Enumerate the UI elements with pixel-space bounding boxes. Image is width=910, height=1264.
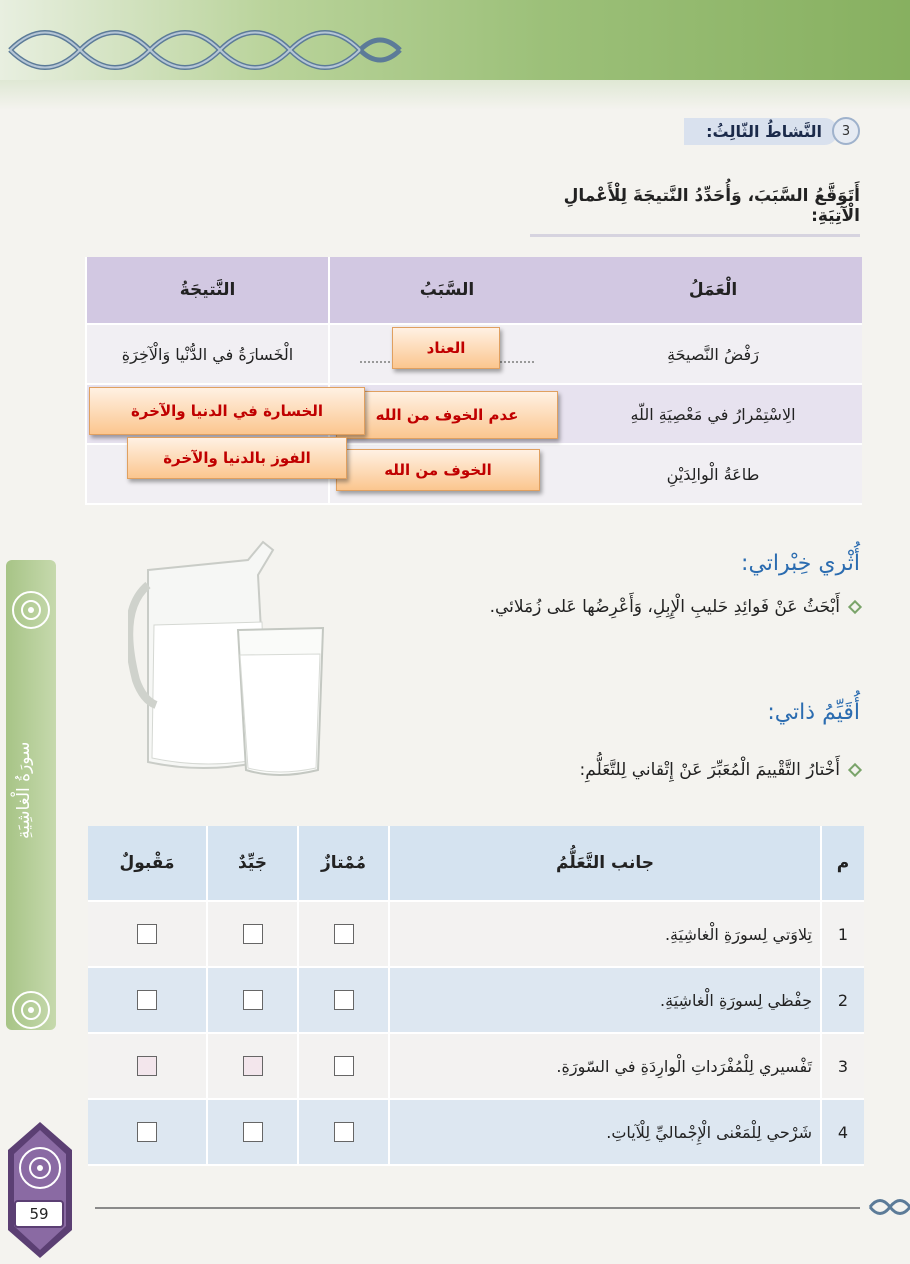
excellent-checkbox[interactable] [334,990,354,1010]
rating-cell [88,1100,206,1164]
self-eval-item [580,760,860,780]
header-num: م [820,826,864,900]
bullet-diamond-icon [848,600,862,614]
rating-cell [297,1034,388,1098]
rating-cell [88,1034,206,1098]
header-good: جَيِّدٌ [206,826,297,900]
action-cell: الِاسْتِمْرارُ في مَعْصِيَةِ اللّهِ [630,404,796,424]
result-cell: الْخَسارَةُ في الدُّنْيا وَالْآخِرَةِ [85,325,328,383]
action-cell: طاعَةُ الْوالِدَيْنِ [666,464,760,484]
activity-title: النَّشاطُ الثّالِثُ: [684,118,838,145]
cause-cell [328,445,564,503]
self-eval-heading: أُقَيِّمُ ذاتي: [767,700,860,725]
rating-cell [206,902,297,966]
rating-cell [206,968,297,1032]
result-cell [85,445,328,503]
table-row [85,325,862,385]
chain-ornament-icon [868,1192,910,1222]
table-row [88,902,864,968]
cause-cell [328,325,564,383]
bullet-diamond-icon [848,763,862,777]
header-cause: السَّبَبُ [328,257,564,323]
header-excellent: مُمْتازٌ [297,826,388,900]
rating-cell [297,1100,388,1164]
page-badge-ornament-icon [0,1120,90,1260]
row-number: 3 [820,1034,864,1098]
row-number: 1 [820,902,864,966]
acceptable-checkbox[interactable] [137,1122,157,1142]
rating-cell [88,902,206,966]
excellent-checkbox[interactable] [334,1122,354,1142]
rating-cell [297,968,388,1032]
activity-header [684,116,860,146]
experience-heading: أُثْري خِبْراتي: [741,551,860,576]
page-number: 59 [14,1200,64,1228]
good-checkbox[interactable] [243,1056,263,1076]
excellent-checkbox[interactable] [334,1056,354,1076]
surah-label: سورَةُ الْغاشِيَةِ [14,741,34,839]
table-row [88,1100,864,1166]
rating-cell [88,968,206,1032]
table-row [85,385,862,445]
answer-box: عدم الخوف من الله [336,391,558,439]
row-number: 4 [820,1100,864,1164]
acceptable-checkbox[interactable] [137,1056,157,1076]
header-result: النَّتيجَةُ [85,257,328,323]
good-checkbox[interactable] [243,990,263,1010]
table-row [88,1034,864,1100]
acceptable-checkbox[interactable] [137,924,157,944]
rosette-icon [8,980,54,1040]
answer-box: الخسارة في الدنيا والآخرة [89,387,365,435]
action-cell: رَفْضُ النَّصيحَةِ [667,344,759,364]
self-eval-text: أَخْتارُ التَّقْييمَ الْمُعَبِّرَ عَنْ إِتْقاني لِلتَّعَلُّمِ: [579,760,840,780]
activity-number: 3 [832,117,860,145]
instruction-text: أَتَوَقَّعُ السَّبَبَ، وَأُحَدِّدُ النَّتيجَةَ لِلْأَعْمالِ الْآتِيَةِ: [530,186,860,237]
acceptable-checkbox[interactable] [137,990,157,1010]
aspect-cell: حِفْظي لِسورَةِ الْغاشِيَةِ. [388,968,820,1032]
milk-jug-icon [128,530,328,780]
answer-box: الخوف من الله [336,449,540,491]
header-acceptable: مَقْبولٌ [119,853,175,873]
aspect-cell: تَفْسيري لِلْمُفْرَداتِ الْوارِدَةِ في السّورَةِ. [388,1034,820,1098]
aspect-cell: تِلاوَتي لِسورَةِ الْغاشِيَةِ. [388,902,820,966]
cause-result-table [85,257,862,505]
answer-box: الفوز بالدنيا والآخرة [127,437,347,479]
table-header-row [85,257,862,325]
chain-ornament-icon [0,10,420,90]
rating-cell [206,1034,297,1098]
good-checkbox[interactable] [243,924,263,944]
experience-item [490,597,860,617]
aspect-cell: شَرْحي لِلْمَعْنى الْإِجْماليِّ لِلْآياتِ. [388,1100,820,1164]
self-evaluation-table [88,826,864,1166]
result-cell [85,385,328,443]
good-checkbox[interactable] [243,1122,263,1142]
experience-text: أَبْحَثُ عَنْ فَوائِدِ حَليبِ الْإِبِلِ، وَأَعْرِضُها عَلى زُمَلائي. [489,597,840,617]
row-number: 2 [820,968,864,1032]
table-row [88,968,864,1034]
header-action: الْعَمَلُ [688,280,738,300]
rosette-icon [8,580,54,640]
table-row [85,445,862,505]
table-header-row [88,826,864,902]
header-aspect: جانب التَّعَلُّمُ [388,826,820,900]
footer-line [95,1207,860,1209]
excellent-checkbox[interactable] [334,924,354,944]
rating-cell [206,1100,297,1164]
rating-cell [297,902,388,966]
answer-box: العناد [392,327,500,369]
